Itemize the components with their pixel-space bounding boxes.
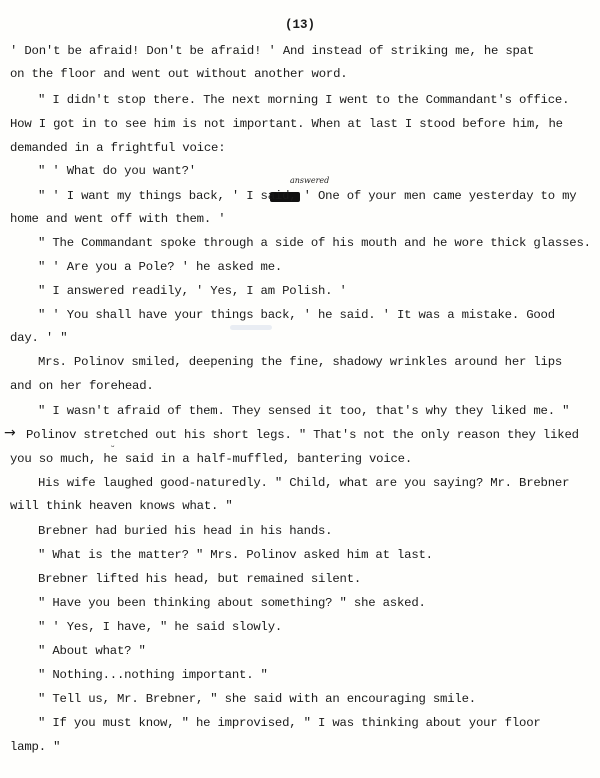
text-line: " About what? " [38, 644, 146, 658]
text-line: day. ' " [10, 331, 68, 345]
text-line: " Nothing...nothing important. " [38, 668, 268, 682]
text-line: Brebner had buried his head in his hands. [38, 524, 333, 538]
handwritten-correction: answered [290, 176, 330, 185]
text-line: home and went off with them. ' [10, 212, 226, 226]
text-line: demanded in a frightful voice: [10, 141, 226, 155]
text-line: His wife laughed good-naturedly. " Child, what are you saying? Mr. Brebner [38, 476, 570, 490]
text-line: " ' Are you a Pole? ' he asked me. [38, 260, 283, 274]
text-line: you so much, he said in a half-muffled, bantering voice. [10, 452, 413, 466]
insertion-mark-icon: ᵕ [111, 443, 115, 453]
text-line: " I wasn't afraid of them. They sensed it too, that's why they liked me. " [38, 404, 570, 418]
text-line: How I got in to see him is not important. When at last I stood before him, he [10, 117, 563, 131]
text-line: Polinov stretched out his short legs. " That's not the only reason they liked [26, 428, 579, 442]
text-line: " Have you been thinking about something? " she asked. [38, 596, 426, 610]
text-line: " If you must know, " he improvised, " I was thinking about your floor [38, 716, 541, 730]
page-number: (13) [284, 18, 315, 32]
text-line: " ' I want my things back, ' I said, ' One of your men came yesterday to my [38, 189, 577, 203]
text-line: " I didn't stop there. The next morning I went to the Commandant's office. [38, 93, 570, 107]
text-line: " ' What do you want?' [38, 164, 196, 178]
text-line: will think heaven knows what. " [10, 499, 233, 513]
text-line: on the floor and went out without another word. [10, 67, 348, 81]
paper-smudge [230, 325, 272, 330]
text-line: " Tell us, Mr. Brebner, " she said with an encouraging smile. [38, 692, 476, 706]
text-line: Mrs. Polinov smiled, deepening the fine, shadowy wrinkles around her lips [38, 355, 563, 369]
text-line: Brebner lifted his head, but remained silent. [38, 572, 362, 586]
text-line: " What is the matter? " Mrs. Polinov asked him at last. [38, 548, 433, 562]
text-line: " ' Yes, I have, " he said slowly. [38, 620, 283, 634]
margin-arrow-icon: → [4, 425, 16, 441]
text-line: " The Commandant spoke through a side of his mouth and he wore thick glasses. [38, 236, 591, 250]
text-line: " ' You shall have your things back, ' he said. ' It was a mistake. Good [38, 308, 555, 322]
text-line: " I answered readily, ' Yes, I am Polish. ' [38, 284, 347, 298]
text-line: ' Don't be afraid! Don't be afraid! ' And instead of striking me, he spat [10, 44, 535, 58]
text-line: lamp. " [10, 740, 61, 754]
text-line: and on her forehead. [10, 379, 154, 393]
